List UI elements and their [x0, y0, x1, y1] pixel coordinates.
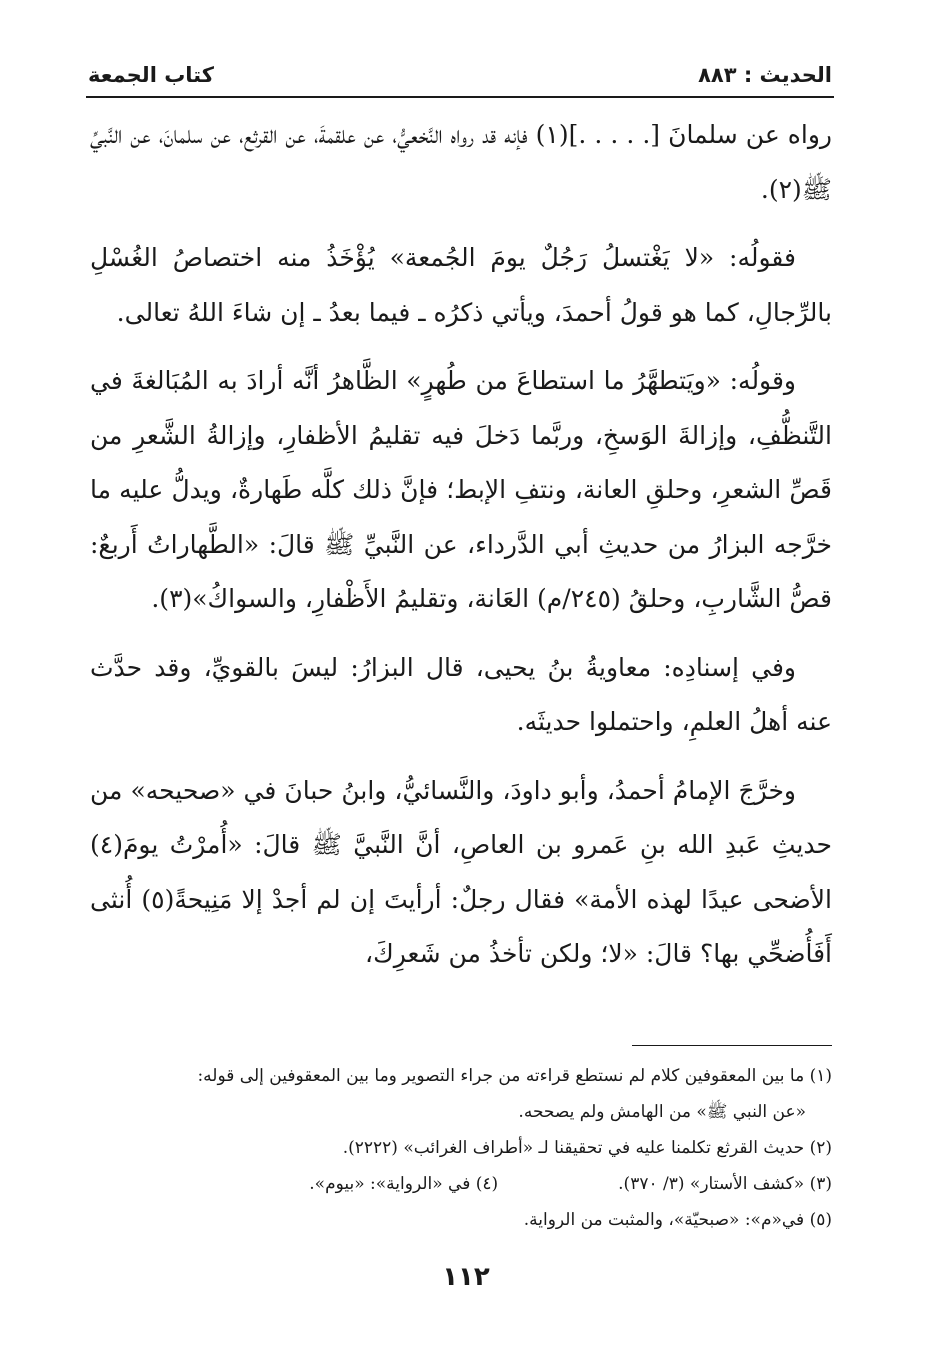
footnote-5: (٥) في«م»: «صبحيّة»، والمثبت من الرواية.: [523, 1210, 832, 1230]
footnote-2: (٢) حديث القرثع تكلمنا عليه في تحقيقنا لـ «أطراف الغرائب» (٢٢٢٢).: [342, 1138, 832, 1158]
header-hadith-number: الحديث : ٨٨٣: [698, 63, 832, 87]
footnote-1: (١) ما بين المعقوفين كلام لم نستطع قراءته من جراء التصوير وما بين المعقوفين إلى قوله:: [197, 1066, 832, 1086]
footnote-3: (٣) «كشف الأستار» (٣/ ٣٧٠).: [618, 1174, 832, 1194]
footnote-4: (٤) في «الرواية»: «بيوم».: [309, 1174, 499, 1194]
page-number: ١١٢: [442, 1262, 490, 1292]
paragraph-2: فقولُه: «لا يَغْتسلُ رَجُلٌ يومَ الجُمعة» يُؤْخَذُ منه اختصاصُ الغُسْلِ بالرِّجالِ، كما هو قولُ أحمدَ، ويأتي ذكرُه ـ فيما بعدُ ـ إن شاءَ اللهُ تعالى.: [90, 243, 832, 327]
footnote-row-3-4: [90, 1166, 832, 1202]
paragraph-3: وقولُه: «ويَتطهَّرُ ما استطاعَ من طُهرٍ» الظَّاهرُ أنَّه أرادَ به المُبَالغةَ في التَّنظُّفِ، وإزالةَ الوَسخِ، وربَّما دَخلَ فيه تقليمُ الأظفارِ، وإزالةُ الشَّعرِ من قَصِّ الشعرِ، وحلقِ العانة، ونتفِ الإبط؛ فإنَّ ذلك كلَّه طَهارةٌ، ويدلُّ عليه ما خرَّجه البزارُ من حديثِ أبي الدَّرداء، عن النَّبيِّ ﷺ قالَ: «الطَّهاراتُ أَربعٌ: قصُّ الشَّاربِ، وحلقُ (٢٤٥/م) العَانة، وتقليمُ الأَظْفارِ، والسواكُ»(٣).: [90, 366, 832, 613]
footnote-1-continuation: «عن النبي ﷺ» من الهامش ولم يصححه.: [518, 1102, 806, 1122]
paragraph-5: وخرَّجَ الإمامُ أحمدُ، وأبو داودَ، والنَّسائيُّ، وابنُ حبانَ في «صحيحه» من حديثِ عَبدِ الله بنِ عَمرو بن العاصِ، أنَّ النَّبيَّ ﷺ قالَ: «أُمرْتُ يومَ(٤) الأضحى عيدًا لهذه الأمة» فقال رجلٌ: أرأيتَ إن لم أجدْ إلا مَنِيحةً(٥) أُنثى أَفَأُضحِّي بها؟ قالَ: «لا؛ ولكن تأخذُ من شَعرِكَ،: [90, 775, 832, 968]
header-book-title: كتاب الجمعة: [88, 63, 214, 87]
footnote-separator: [632, 1045, 832, 1046]
running-header: [88, 58, 832, 92]
main-text: [90, 108, 832, 996]
footnotes: [90, 1058, 832, 1238]
paragraph-4: وفي إسنادِه: معاويةُ بنُ يحيى، قال البزارُ: ليسَ بالقويِّ، وقد حدَّث عنه أهلُ العلمِ، واحتملوا حديثَه.: [90, 652, 832, 736]
paragraph-1: رواه عن سلمانَ [. . . . .](١) فإنه قد رواه النَّخعيُّ، عن علقمةَ، عن القرثع، عن سلمانَ، عن النَّبيِّ ﷺ(٢).: [90, 120, 832, 204]
header-rule: [86, 96, 834, 98]
